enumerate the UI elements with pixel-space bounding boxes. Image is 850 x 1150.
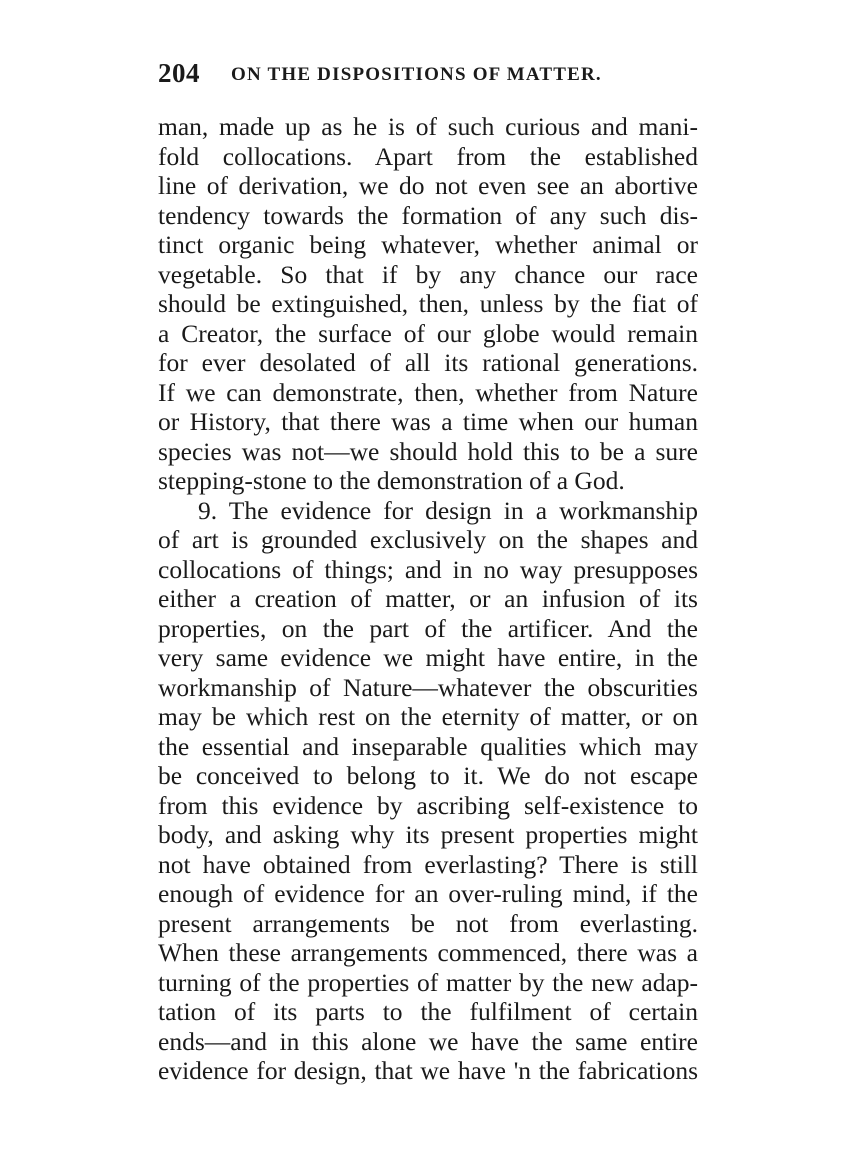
text-line: from this evidence by ascribing self-existence to — [158, 790, 698, 820]
text-line: vegetable. So that if by any chance our race — [158, 259, 698, 289]
text-line: should be extinguished, then, unless by the fiat of — [158, 289, 698, 318]
text-line: If we can demonstrate, then, whether from Nature — [158, 377, 698, 407]
running-head — [158, 58, 698, 94]
text-line: for ever desolated of all its rational generations. — [158, 348, 698, 377]
text-line: tendency towards the formation of any such dis- — [158, 200, 698, 230]
text-line: ends—and in this alone we have the same entire — [158, 1026, 698, 1056]
text-line: stepping-stone to the demonstration of a God. — [158, 466, 625, 495]
text-line: workmanship of Nature—whatever the obscurities — [158, 672, 698, 702]
text-line: fold collocations. Apart from the established — [158, 141, 698, 171]
text-line: tinct organic being whatever, whether animal or — [158, 230, 698, 259]
text-line: species was not—we should hold this to be a sure — [158, 436, 698, 466]
text-line: line of derivation, we do not even see an abortive — [158, 171, 698, 200]
text-line: either a creation of matter, or an infusion of its — [158, 584, 698, 613]
text-line: very same evidence we might have entire, in the — [158, 643, 698, 672]
page-number: 204 — [158, 58, 200, 88]
text-line: a Creator, the surface of our globe would remain — [158, 318, 698, 348]
text-line: may be which rest on the eternity of matter, or on — [158, 702, 698, 731]
text-line: body, and asking why its present properties might — [158, 820, 698, 849]
text-line: tation of its parts to the fulfilment of certain — [158, 997, 698, 1026]
running-title: ON THE DISPOSITIONS OF MATTER. — [231, 64, 602, 85]
body-text — [158, 112, 698, 1086]
text-line: not have obtained from everlasting? There is still — [158, 849, 698, 879]
text-line: the essential and inseparable qualities which may — [158, 731, 698, 761]
text-line: When these arrangements commenced, there was a — [158, 938, 698, 967]
text-line: present arrangements be not from everlasting. — [158, 908, 698, 938]
text-line: turning of the properties of matter by the new adap- — [158, 967, 698, 997]
text-line: of art is grounded exclusively on the shapes and — [158, 525, 698, 554]
text-line: man, made up as he is of such curious and mani- — [158, 112, 698, 141]
text-line: evidence for design, that we have 'n the fabrications — [158, 1056, 698, 1085]
text-line: be conceived to belong to it. We do not escape — [158, 761, 698, 790]
text-line: enough of evidence for an over-ruling mind, if the — [158, 879, 698, 908]
text-line: properties, on the part of the artificer. And the — [158, 613, 698, 643]
text-line: collocations of things; and in no way presupposes — [158, 554, 698, 584]
text-line: or History, that there was a time when our human — [158, 407, 698, 436]
text-line: 9. The evidence for design in a workmanship — [198, 495, 698, 525]
